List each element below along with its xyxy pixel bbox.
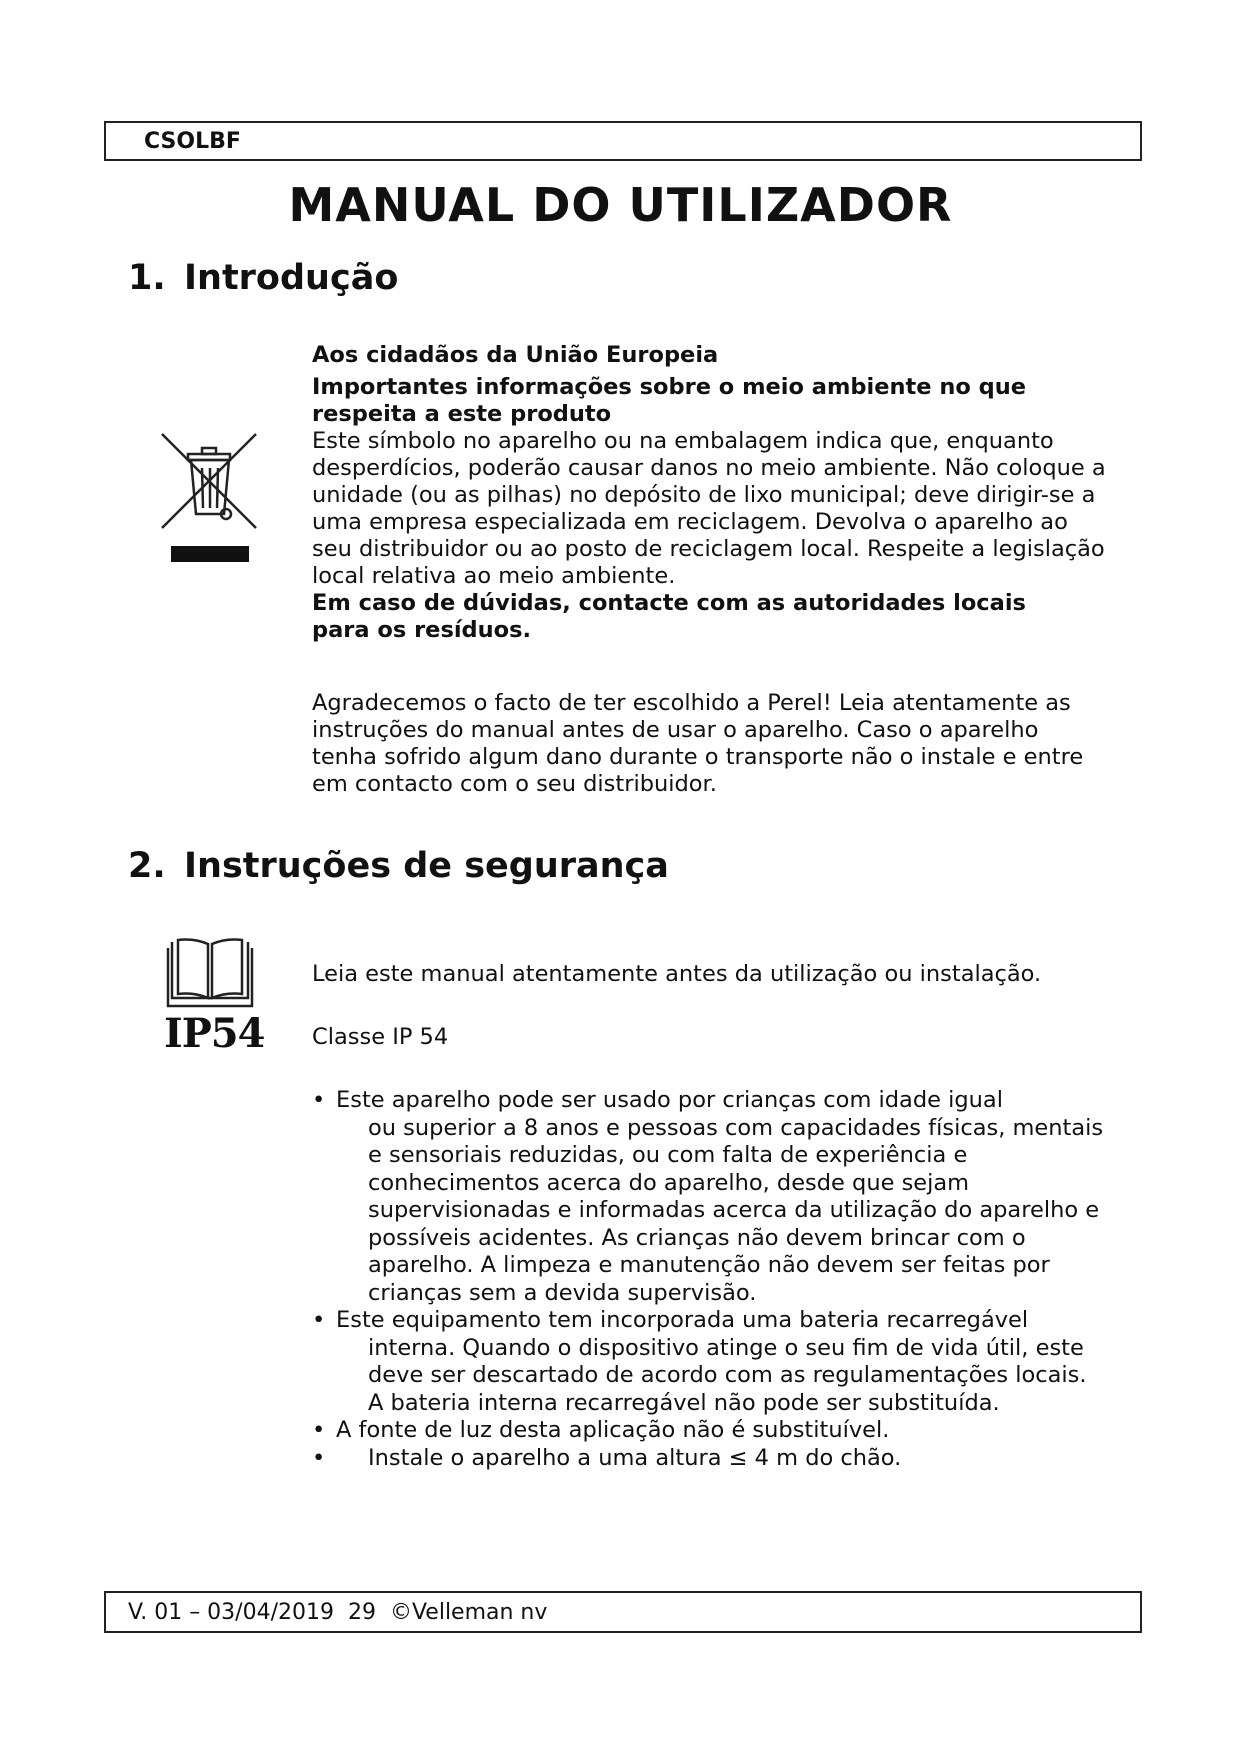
list-item [312, 1445, 1132, 1473]
doubt-text: Em caso de dúvidas, contacte com as autoridades locais para os resíduos. [312, 590, 1026, 643]
bullet-2-rest: interna. Quando o dispositivo atinge o seu fim de vida útil, este deve ser descartado de acordo com as regulamentações locais. A bateria interna recarregável não pode ser substituída. [368, 1334, 1087, 1416]
read-manual-text: Leia este manual atentamente antes da utilização ou instalação. [312, 961, 1042, 987]
bullet-glyph: • [312, 1307, 326, 1333]
bullet-3-first-line: A fonte de luz desta aplicação não é substituível. [336, 1417, 890, 1443]
read-manual-line [312, 961, 1112, 988]
section-2-number: 2. [128, 846, 166, 886]
eu-citizens-heading: Aos cidadãos da União Europeia [312, 342, 719, 368]
bullet-1-rest: ou superior a 8 anos e pessoas com capacidades físicas, mentais e sensoriais reduzidas, ou com falta de experiência e conhecimentos acerca do aparelho, desde que sejam supervisionadas e informadas acerca da utilização do aparelho e possíveis acidentes. As crianças não devem brincar com o aparelho. A limpeza e manutenção não devem ser feitas por crianças sem a devida supervisão. [368, 1114, 1104, 1306]
bullet-glyph: • [312, 1417, 326, 1443]
list-item [312, 1087, 1108, 1307]
bullet-4-text: Instale o aparelho a uma altura ≤ 4 m do chão. [368, 1444, 902, 1471]
bullet-glyph: • [312, 1444, 326, 1471]
ip-class-line [312, 1024, 1112, 1051]
bullet-2-first-line: Este equipamento tem incorporada uma bateria recarregável [336, 1307, 1029, 1333]
safety-bullet-list [312, 1087, 1132, 1472]
section-1-heading [128, 258, 398, 298]
ip54-icon: IP54 [164, 1010, 265, 1057]
section-1-title: Introdução [184, 258, 399, 298]
bullet-1-first-line: Este aparelho pode ser usado por crianças com idade igual [336, 1087, 1003, 1113]
list-item [312, 1417, 1132, 1445]
product-code: CSOLBF [144, 129, 241, 154]
read-manual-book-icon [164, 938, 256, 1010]
thanks-text: Agradecemos o facto de ter escolhido a Perel! Leia atentamente as instruções do manual antes de usar o aparelho. Caso o aparelho tenha sofrido algum dano durante o transporte não o instale e entre em contacto com o seu distribuidor. [312, 690, 1084, 797]
footer-box [104, 1591, 1142, 1633]
environment-info [312, 342, 1112, 644]
environment-heading: Importantes informações sobre o meio ambiente no que respeita a este produto [312, 374, 1027, 427]
thanks-paragraph [312, 690, 1112, 798]
section-2-title: Instruções de segurança [184, 846, 669, 886]
ip-class-text: Classe IP 54 [312, 1024, 449, 1050]
list-item [312, 1307, 1128, 1417]
header-box [104, 121, 1142, 161]
section-2-heading [128, 846, 669, 886]
footer-text: V. 01 – 03/04/2019 29 ©Velleman nv [128, 1600, 548, 1625]
weee-crossed-bin-icon [158, 432, 264, 568]
environment-text: Este símbolo no aparelho ou na embalagem indica que, enquanto desperdícios, poderão causar danos no meio ambiente. Não coloque a unidade (ou as pilhas) no depósito de lixo municipal; deve dirigir-se a uma empresa especializada em reciclagem. Devolva o aparelho ao seu distribuidor ou ao posto de reciclagem local. Respeite a legislação local relativa ao meio ambiente. [312, 428, 1106, 589]
page-title: MANUAL DO UTILIZADOR [288, 178, 953, 232]
bullet-glyph: • [312, 1087, 326, 1113]
section-1-number: 1. [128, 258, 166, 298]
